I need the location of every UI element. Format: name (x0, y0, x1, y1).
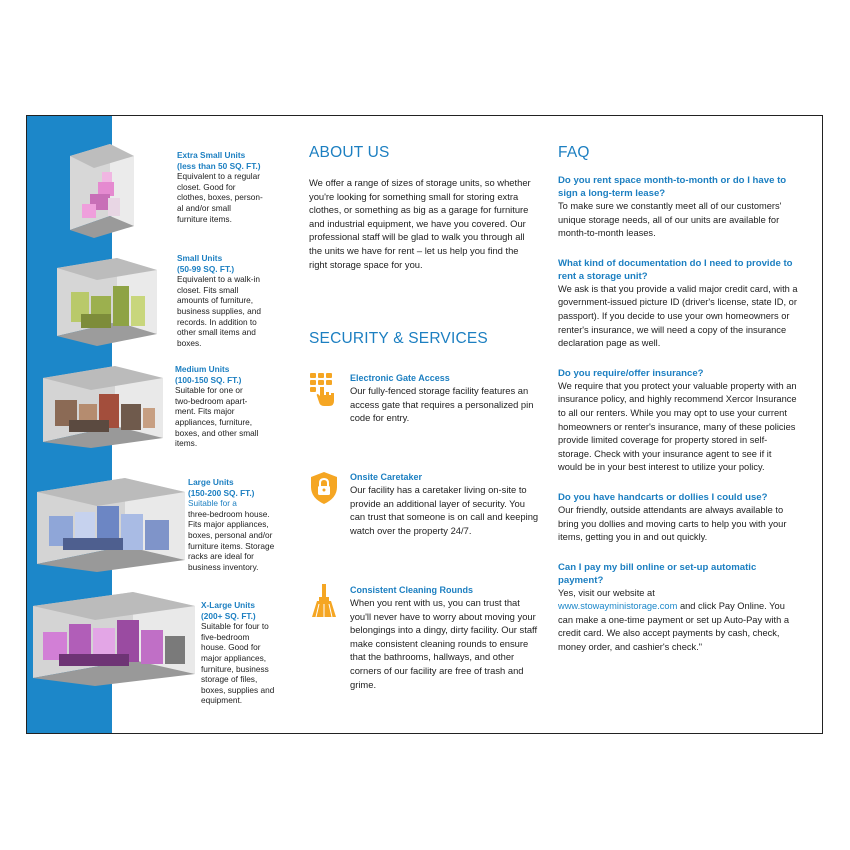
broom-icon (309, 584, 339, 618)
faq-item (558, 367, 798, 475)
unit-desc-line: business inventory. (188, 561, 259, 572)
unit-desc-line: ment. Fits major (175, 406, 235, 417)
service-body (350, 584, 542, 691)
unit-title: Medium Units (175, 364, 230, 374)
unit-size: (150-200 SQ. FT.) (188, 487, 255, 498)
faq-answer-pre: Yes, visit our website at (558, 587, 655, 598)
faq-item (558, 491, 798, 545)
unit-x-large-text (201, 600, 296, 706)
faq-answer: We require that you protect your valuable property with an insurance policy, and highly recommend Xercor Insurance to all our renters. While you may opt to use your current homeowners or renter's insurance, many of these policies provide limited coverage for property stored in self-storage. Check with your insurance agent to see if it would be in your best interest to utilize your policy. (558, 380, 797, 473)
unit-desc-line: two-bedroom apart- (175, 395, 248, 406)
unit-desc-line: storage of files, (201, 674, 258, 685)
unit-desc-line: boxes, and other small (175, 427, 259, 438)
security-section (309, 330, 541, 690)
brochure-panel (26, 115, 823, 734)
unit-desc-line: business supplies, and (177, 305, 261, 316)
unit-desc-line: furniture items. (177, 213, 232, 224)
unit-desc-line: boxes, supplies and (201, 684, 275, 695)
x-large-unit-illustration (29, 590, 199, 691)
unit-desc-line: racks are ideal for (188, 551, 254, 562)
faq-answer: Our friendly, outside attendants are always available to bring you dollies and moving carts to help you with your items, getting you in and out quickly. (558, 504, 787, 543)
service-body (350, 372, 542, 425)
small-unit-illustration (51, 256, 163, 351)
unit-desc-line: furniture items. Storage (188, 540, 275, 551)
service-title: Electronic Gate Access (350, 373, 450, 383)
unit-desc-line: items. (175, 438, 198, 449)
faq-question: What kind of documentation do I need to provide to rent a storage unit? (558, 257, 793, 282)
unit-medium-text (175, 364, 275, 449)
unit-desc-line: Suitable for one or (175, 385, 243, 396)
service-title: Consistent Cleaning Rounds (350, 585, 474, 595)
unit-desc-line: boxes. (177, 337, 202, 348)
unit-desc-line: equipment. (201, 695, 243, 706)
unit-desc-line: closet. Fits small (177, 284, 239, 295)
faq-question: Do you rent space month-to-month or do I have to sign a long-term lease? (558, 175, 787, 199)
unit-desc-line: major appliances, (201, 652, 267, 663)
unit-desc-line: three-bedroom house. (188, 508, 270, 519)
faq-answer (558, 587, 798, 655)
unit-title: Small Units (177, 253, 223, 263)
unit-desc-line: house. Good for (201, 642, 261, 653)
medium-unit-illustration (39, 364, 167, 453)
unit-size: (less than 50 SQ. FT.) (177, 160, 261, 171)
unit-desc-line: other small items and (177, 327, 256, 338)
keypad-icon (309, 372, 339, 406)
unit-desc-line: boxes, personal and/or (188, 529, 273, 540)
faq-section (558, 144, 798, 655)
unit-desc-line: clothes, boxes, person- (177, 192, 263, 203)
service-text: Our fully-fenced storage facility features an access gate that requires a personalized pin code for entry. (350, 385, 534, 424)
faq-question: Can I pay my bill online or set-up automatic payment? (558, 561, 757, 586)
unit-large-text (188, 477, 293, 572)
website-link[interactable]: www.stowayministorage.com (558, 601, 678, 612)
unit-desc-line: records. In addition to (177, 316, 257, 327)
unit-title: Large Units (188, 477, 234, 487)
unit-desc-line: al and/or small (177, 202, 231, 213)
unit-small-text (177, 253, 277, 348)
unit-desc-line: Equivalent to a regular (177, 171, 261, 182)
large-unit-illustration (33, 476, 189, 577)
unit-desc-line: Suitable for four to (201, 621, 269, 632)
about-section (309, 144, 539, 271)
faq-answer-post: and click Pay Online. You can make a one-time payment or set up Auto-Pay with a credit card. We also accept payments by cash, check, money order, and cashier's check." (558, 601, 789, 653)
faq-item (558, 257, 798, 351)
about-heading: ABOUT US (309, 144, 390, 161)
faq-item (558, 174, 798, 241)
security-heading: SECURITY & SERVICES (309, 330, 488, 347)
unit-extra-small-text (177, 150, 277, 224)
faq-question: Do you have handcarts or dollies I could use? (558, 491, 768, 503)
unit-desc-line: Fits major appliances, (188, 519, 269, 530)
about-text: We offer a range of sizes of storage units, so whether you're looking for something small for storing extra clothes, or something as big as a garage for furniture and industrial equipment, we have you covered. Our professional staff will be glad to walk you through all the units we have for rent – let us help you find the right storage space for you. (309, 177, 531, 270)
unit-size: (50-99 SQ. FT.) (177, 263, 235, 274)
unit-desc-line: appliances, furniture, (175, 416, 253, 427)
lock-shield-icon (309, 471, 339, 505)
faq-answer: We ask is that you provide a valid major credit card, with a government-issued picture ID (driver's license, state ID, or passport). If you decide to use your own homeowners or renter's insurance, we will need a copy of the insurance declaration page as well. (558, 283, 798, 349)
faq-heading: FAQ (558, 144, 590, 161)
faq-item (558, 561, 798, 655)
unit-desc-line: amounts of furniture, (177, 295, 254, 306)
service-text: When you rent with us, you can trust that you'll never have to worry about moving your belongings into a dingy, dirty facility. Our staff make consistent cleaning rounds to ensure that the bathrooms, hallways, and other corners of our facility are free of trash and grime. (350, 597, 538, 690)
unit-desc-line: Equivalent to a walk-in (177, 274, 261, 285)
service-title: Onsite Caretaker (350, 472, 423, 482)
unit-title: Extra Small Units (177, 150, 246, 160)
faq-question: Do you require/offer insurance? (558, 367, 704, 379)
faq-answer: To make sure we constantly meet all of our customers' unique storage needs, all of our units are available for month-to-month leases. (558, 201, 782, 239)
service-text: Our facility has a caretaker living on-site to provide an additional layer of security. You can trust that someone is on call and keeping watch over the property 24/7. (350, 484, 539, 536)
unit-size: (200+ SQ. FT.) (201, 610, 256, 621)
unit-title: X-Large Units (201, 600, 255, 610)
unit-desc-line: five-bedroom (201, 631, 250, 642)
service-body (350, 471, 542, 537)
unit-subtitle: Suitable for a (188, 498, 237, 509)
extra-small-unit-illustration (60, 142, 140, 243)
unit-desc-line: furniture, business (201, 663, 269, 674)
unit-size: (100-150 SQ. FT.) (175, 374, 242, 385)
unit-desc-line: closet. Good for (177, 181, 236, 192)
